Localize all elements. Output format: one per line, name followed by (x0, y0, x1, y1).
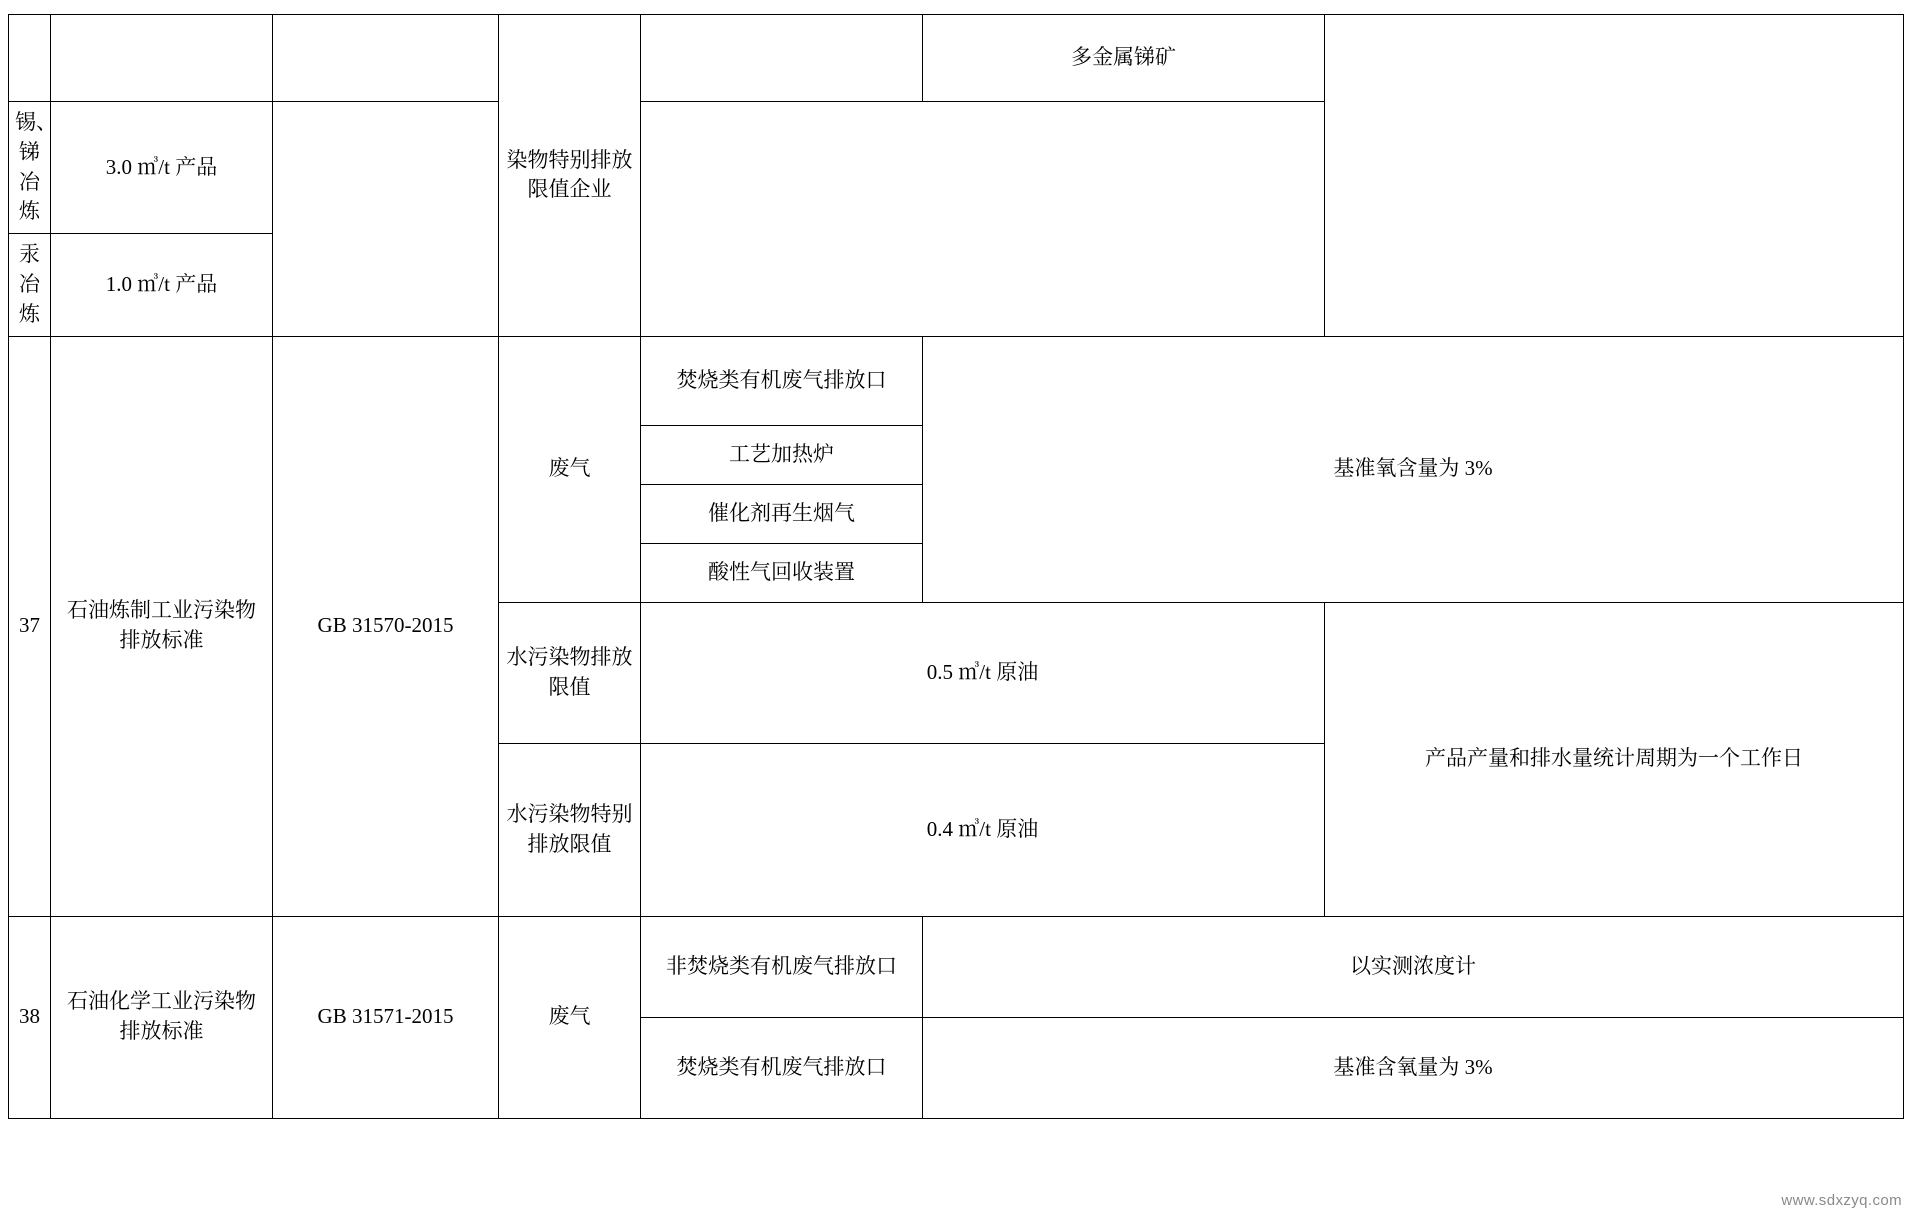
standards-table (8, 14, 1904, 1119)
cell-value-mercury-smelting: 1.0 ㎥/t 产品 (51, 234, 273, 336)
cell-name-38: 石油化学工业污染物排放标准 (51, 916, 273, 1118)
watermark-text: www.sdxzyq.com (1781, 1192, 1902, 1209)
cell-category-special-limit: 染物特别排放限值企业 (499, 15, 641, 337)
cell-category-waste-gas-37: 废气 (499, 336, 641, 602)
cell-code-38: GB 31571-2015 (273, 916, 499, 1118)
cell-index-38: 38 (9, 916, 51, 1118)
cell-subitem-acid-gas-recovery-unit-37: 酸性气回收装置 (641, 543, 923, 602)
cell-subitem-non-incineration-organic-gas-outlet-38: 非焚烧类有机废气排放口 (641, 916, 923, 1017)
cell-value-tin-antimony-smelting: 3.0 ㎥/t 产品 (51, 102, 273, 234)
cell-index-37: 37 (9, 336, 51, 916)
cell-subitem-process-heater-37: 工艺加热炉 (641, 425, 923, 484)
cell-note-measured-concentration-38: 以实测浓度计 (923, 916, 1904, 1017)
cell-subitem-mercury-smelting: 汞冶炼 (9, 234, 51, 336)
cell-value-water-limit-37: 0.5 ㎥/t 原油 (641, 602, 1325, 743)
cell-name-continued (51, 15, 273, 102)
cell-subitem-tin-antimony-smelting: 锡、锑冶炼 (9, 102, 51, 234)
cell-category-waste-gas-38: 废气 (499, 916, 641, 1118)
cell-metal-antimony-ore-label: 多金属锑矿 (923, 15, 1325, 102)
cell-code-37: GB 31570-2015 (273, 336, 499, 916)
cell-name-37: 石油炼制工业污染物排放标准 (51, 336, 273, 916)
cell-subitem-blank (641, 15, 923, 102)
cell-subitem-incineration-organic-gas-outlet-37: 焚烧类有机废气排放口 (641, 336, 923, 425)
cell-note-oxygen-basis-38: 基准含氧量为 3% (923, 1017, 1904, 1118)
cell-category-water-special-limit-37: 水污染物特别排放限值 (499, 743, 641, 916)
cell-note-continued (1325, 15, 1904, 337)
table-row (9, 336, 1904, 425)
cell-category-water-limit-37: 水污染物排放限值 (499, 602, 641, 743)
cell-code-continued (273, 15, 499, 102)
table-row (9, 916, 1904, 1017)
cell-index-continued (9, 15, 51, 102)
cell-note-oxygen-basis-37: 基准氧含量为 3% (923, 336, 1904, 602)
cell-subitem-incineration-organic-gas-outlet-38: 焚烧类有机废气排放口 (641, 1017, 923, 1118)
cell-value-water-special-limit-37: 0.4 ㎥/t 原油 (641, 743, 1325, 916)
table-row (9, 15, 1904, 102)
cell-subitem-catalyst-regeneration-flue-gas-37: 催化剂再生烟气 (641, 484, 923, 543)
cell-note-statistics-period-37: 产品产量和排水量统计周期为一个工作日 (1325, 602, 1904, 916)
